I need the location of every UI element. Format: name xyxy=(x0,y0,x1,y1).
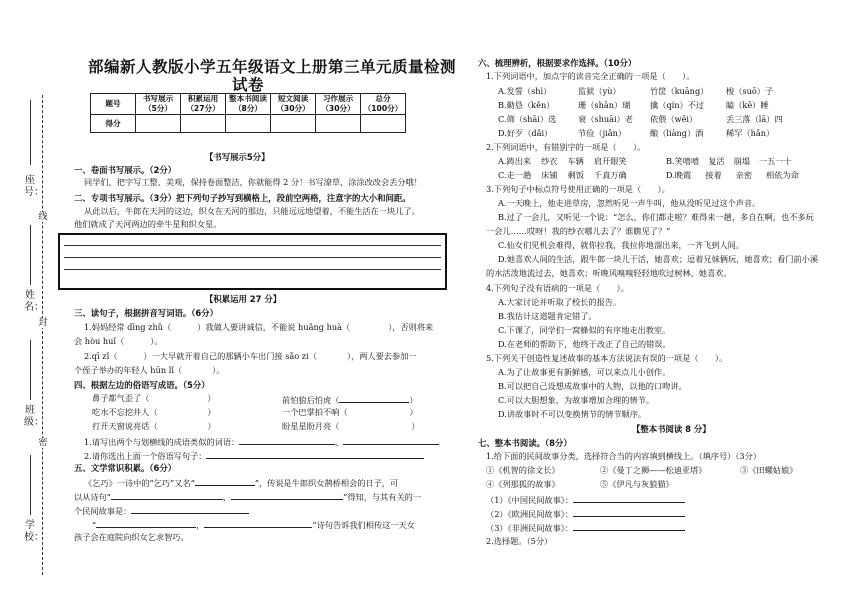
s7-story-4: ④《列那狐的故事》 xyxy=(486,479,560,489)
q6-4-option-d: D.在老师的帮助下，他终于改正了自己的错误。 xyxy=(498,339,671,349)
q6-3-option-d-1: D.她喜欢人间的生活，跟牛郎一块儿干活，她喜欢；逗着兄妹俩玩，她喜欢；看门前小溪 xyxy=(498,254,819,264)
score-row-label: 得分 xyxy=(91,115,136,133)
q6-3: 3.下列句子中标点符号使用正确的一项是（ ）。 xyxy=(486,184,670,194)
q3-line-4: 个侄子举办的年轻人 hūn lǐ（ ）。 xyxy=(74,365,225,375)
q6-5: 5.下列关于创造性复述故事的基本方法说法有误的一项是（ ）。 xyxy=(486,353,728,363)
s5-line-3: 个民间故事是： xyxy=(74,504,249,517)
section-7-heading: 七、整本书阅读。（8分） xyxy=(478,438,572,448)
exam-title: 部编新人教版小学五年级语文上册第三单元质量检测 xyxy=(88,58,457,76)
q6-5-option-b: B.可以把自己设想成故事中的人物，以他的口吻讲。 xyxy=(498,381,687,391)
binding-mark-xian: 线 xyxy=(38,212,48,222)
section-2-heading: 二、专项书写展示。（3分）把下列句子抄写到横格上，段前空两格，注意字的大小和间距。 xyxy=(74,193,411,203)
writing-line xyxy=(64,245,441,246)
q6-1-option-b-2: 珊（shān）瑚 xyxy=(578,100,631,110)
q6-5-option-c: C.可以大胆想象，为故事增加合理的情节。 xyxy=(498,395,654,405)
s7-story-3: ③《田螺姑娘》 xyxy=(740,465,798,475)
q6-1: 1.下列词语中，加点字的读音完全正确的一项是（ ）。 xyxy=(486,71,695,81)
q6-4-option-a: A.大家讨论并听取了校长的报告。 xyxy=(498,297,622,307)
score-cell[interactable] xyxy=(316,115,361,133)
q6-4: 4.下列句子没有语病的一项是（ ）。 xyxy=(486,283,629,293)
writing-line xyxy=(64,257,441,258)
score-header-2: 书写展示 （5分） xyxy=(136,94,181,115)
name-blank xyxy=(30,225,31,285)
q6-2-option-d: D.晚霞 接着 亲密 相依为命 xyxy=(666,170,799,180)
q6-3-option-b-2: 一会儿……哎呀！我的纱衣哪儿去了？谁瞧见了？” xyxy=(486,226,671,236)
name-label: 姓名： xyxy=(24,290,44,313)
q6-2-option-b: B.笑嘻嘻 复活 崩塌 一五一十 xyxy=(666,156,792,166)
q6-1-option-a: A.发誓（shì） xyxy=(498,86,552,96)
q6-2-option-c: C.走一趟 床铺 剩饭 千真万确 xyxy=(498,170,627,180)
section-1-text: 同学们，把字写工整、美观，保持卷面整洁，你就能得 2 分！书写潦草，涂涂改改会丢分哦！ xyxy=(84,177,422,187)
s5-line-1: 《乞巧》一诗中的“乞巧”又名“ ”，传说是牛郎织女鹊桥相会的日子，可 xyxy=(84,478,399,488)
q6-3-option-a: A.一天晚上，他走进草房，忽然听见一声牛叫，他从没听见过这个声音。 xyxy=(498,198,761,208)
school-label: 学校： xyxy=(24,520,44,543)
exam-title-line2: 试卷 xyxy=(232,76,265,94)
s4-row-3-right: 盼星星盼月亮（ ） xyxy=(282,421,420,431)
q3-line-2: 会 hòu huǐ（ ）。 xyxy=(74,336,163,346)
q6-1-option-d-2: 节俭（jiǎn） xyxy=(578,128,627,138)
seat-blank xyxy=(30,100,31,165)
score-cell[interactable] xyxy=(361,115,406,133)
score-table xyxy=(90,93,406,133)
s4-question-1: 1.请写出两个与划横线的成语类似的词语： 、 xyxy=(84,435,439,448)
section-4-heading: 四、根据左边的俗语写成语。（5分） xyxy=(74,380,210,390)
section-5-heading: 五、文学常识积累。（6分） xyxy=(74,463,177,473)
q6-1-option-c-4: 丢三落（lā）四 xyxy=(726,114,783,124)
s7-question-2: 2.选择题。（5分） xyxy=(486,536,553,546)
binding-mark-mi: 密 xyxy=(38,438,48,448)
q6-1-option-b: B.勤恳（kěn） xyxy=(498,100,555,110)
score-header-7: 总分 （100分） xyxy=(361,94,406,115)
score-cell[interactable] xyxy=(181,115,226,133)
q6-1-option-c-2: 衰（shuāi）老 xyxy=(578,114,633,124)
q6-1-option-d-4: 稀罕（hǎn） xyxy=(726,128,775,138)
score-header-6: 习作展示 （30分） xyxy=(316,94,361,115)
score-cell[interactable] xyxy=(136,115,181,133)
q6-3-option-c: C.仙女们见机会难得，就你拉我，我拉你地溜出来，一齐飞到人间。 xyxy=(498,240,745,250)
binding-mark-feng: 封 xyxy=(38,318,48,328)
section-6-heading: 六、梳理辨析，根据要求作选择。（10分） xyxy=(478,58,637,68)
s7-question-1: 1.给下面的民间故事分类，选择符合当的内容填到横线上。（填序号）（3分） xyxy=(486,451,762,461)
q6-1-option-a-2: 监狱（yù） xyxy=(578,86,621,96)
s4-row-1-left: 鼻子都气歪了（ ） xyxy=(92,393,216,403)
writing-line xyxy=(64,269,441,270)
s4-question-2: 2.请你选出上面一个俗语写句子： xyxy=(84,449,424,462)
score-header-5: 短文阅读 （30分） xyxy=(271,94,316,115)
q6-2-option-a: A.踌出来 纱衣 车辆 肩开眼笑 xyxy=(498,156,627,166)
q6-3-option-d-2: 的水活泼地流过去，她喜欢；听晚风嗅嗅轻轻地吹过树林，她喜欢。 xyxy=(486,268,732,278)
q6-5-option-d: D.讲故事时不可以变换情节的情节顺序。 xyxy=(498,409,647,419)
q6-1-option-d: D.好歹（dǎi） xyxy=(498,128,553,138)
section-1-heading: 一、卷面书写展示。（2分） xyxy=(74,165,177,175)
score-header-1: 题号 xyxy=(91,94,136,115)
q6-4-option-c: C.下课了，同学们一窝蜂似的有序地走出教室。 xyxy=(498,325,671,335)
school-blank xyxy=(30,455,31,515)
s7-category-europe: （2）《欧洲民间故事》： xyxy=(486,507,685,520)
banner-writing: 【书写展示5分】 xyxy=(205,152,270,162)
section-3-heading: 三、读句子，根据拼音写词语。（6分） xyxy=(74,308,219,318)
seat-label: 座号： xyxy=(24,175,44,198)
q6-4-option-b: B.我估计这道题肯定错了。 xyxy=(498,311,597,321)
score-header-3: 积累运用 （27分） xyxy=(181,94,226,115)
q6-2: 2.下列词语中，有错别字的一项是（ ）。 xyxy=(486,142,646,152)
score-cell[interactable] xyxy=(271,115,316,133)
s5-line-5: 孩子会在庭院向织女乞求智巧。 xyxy=(74,532,189,542)
s7-story-5: ⑤《伊凡与灰狼猫》 xyxy=(600,479,674,489)
s4-row-3-left: 打开天窗说亮话（ ） xyxy=(92,421,216,431)
s4-row-2-left: 吃水不忘挖井人（ ） xyxy=(92,407,216,417)
q3-line-1: 1.妈妈经常 dīng zhǔ（ ）我做人要讲诚信，不能说 huǎng huà（ ），否则将来 xyxy=(84,322,434,332)
s7-story-1: ①《机智的徐文长》 xyxy=(486,465,560,475)
s4-row-2-right: 一个巴掌拍不响（ ） xyxy=(282,407,418,417)
q6-1-option-a-3: 竹筐（kuāng） xyxy=(650,86,709,96)
q6-1-option-d-3: 酿（liàng）酒 xyxy=(650,128,704,138)
copy-writing-box[interactable] xyxy=(58,233,447,290)
q6-1-option-c-3: 依偎（wēi） xyxy=(650,114,698,124)
binding-dashed-line xyxy=(42,95,43,575)
section-2-text-1: 从此以后，牛郎在天河的这边，织女在天河的那边，只能远远地望着，不能生活在一块儿了。 xyxy=(84,206,420,216)
banner-book-reading: 【整本书阅读 8 分】 xyxy=(632,424,711,434)
s7-category-china: （1）《中国民间故事》： xyxy=(486,493,685,506)
class-label: 班级： xyxy=(24,405,44,428)
q6-1-option-b-4: 瞌（kē）睡 xyxy=(726,100,769,110)
q3-line-3: 2.qī zǐ（ ）一大早就开着自己的那辆小车出门接 sǎo zi（ ），两人要去参加一 xyxy=(84,351,417,361)
section-2-text-2: 他们就成了天河两边的牵牛星和织女星。 xyxy=(74,219,222,229)
s5-line-4: “ ， ”诗句告诉我们相传这一天女 xyxy=(92,520,415,530)
s7-category-africa: （3）《非洲民间故事》： xyxy=(486,521,685,534)
q6-3-option-b-1: B.过了一会儿，又听见一个说：“怎么，你们都走啦？难得来一趟，多自在啊，也不多玩 xyxy=(498,212,814,222)
q6-1-option-c: C.筛（shāi）选 xyxy=(498,114,557,124)
s7-story-2: ②《曼丁之狮——松迪亚塔》 xyxy=(600,465,707,475)
s4-row-1-right: 前怕狼后怕虎（ ） xyxy=(282,395,418,405)
class-blank xyxy=(30,340,31,400)
q6-1-option-a-4: 梭（suō）子 xyxy=(726,86,774,96)
score-header-4: 整本书阅读 （8分） xyxy=(226,94,271,115)
q6-5-option-a: A.为了让故事更有新鲜感，可以来点儿小创作。 xyxy=(498,367,671,377)
q6-1-option-b-3: 擒（qín）不过 xyxy=(650,100,705,110)
banner-accumulation: 【积累运用 27 分】 xyxy=(205,294,282,304)
s5-line-2: 以从诗句“ ， ”得知，与其有关的一 xyxy=(74,492,422,502)
score-cell[interactable] xyxy=(226,115,271,133)
